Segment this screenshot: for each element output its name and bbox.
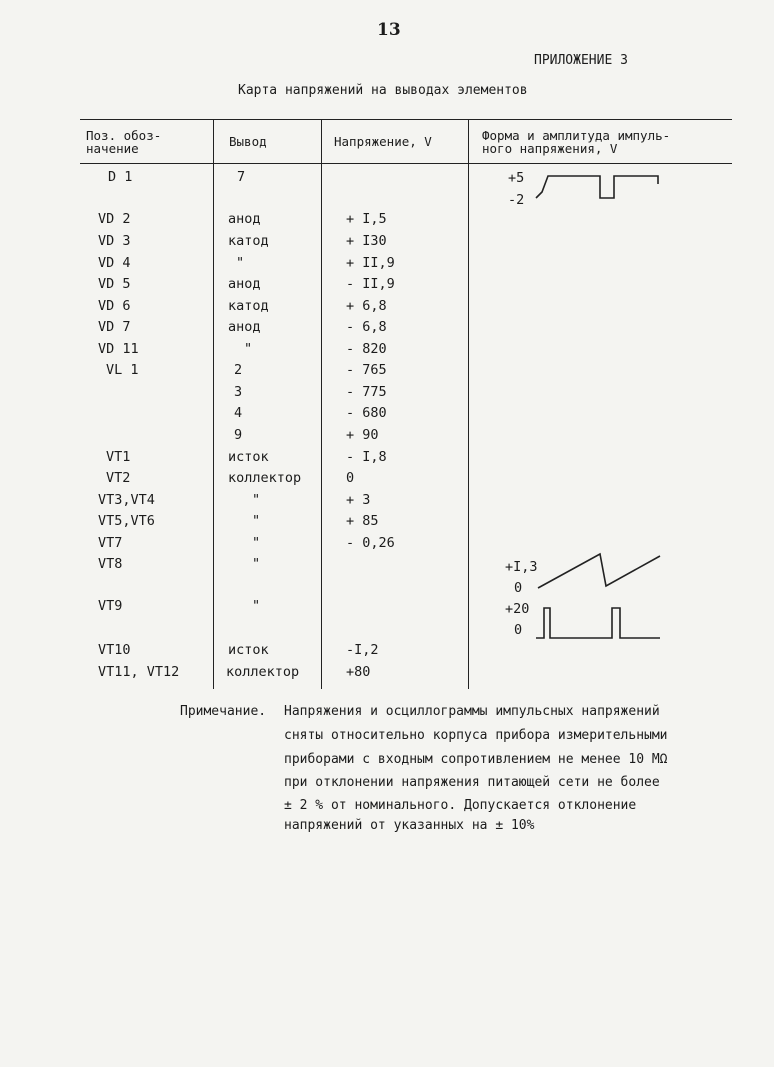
row-pin: " — [252, 556, 261, 572]
row-pin: " — [252, 492, 261, 508]
row-pin: " — [244, 341, 253, 357]
waveform-vt8-bottom-label: 0 — [514, 580, 523, 596]
row-position: VD 6 — [98, 298, 131, 314]
row-position: VT3,VT4 — [98, 492, 155, 508]
row-voltage: - 0,26 — [346, 535, 395, 551]
row-position: VT7 — [98, 535, 123, 551]
row-position: VT2 — [106, 470, 131, 486]
row-position: VD 11 — [98, 341, 139, 357]
row-position: VD 4 — [98, 255, 131, 271]
waveform-d1-square — [530, 172, 660, 212]
row-voltage: + 85 — [346, 513, 379, 529]
row-voltage: + I,5 — [346, 211, 387, 227]
note-line: при отклонении напряжения питающей сети не более — [284, 775, 660, 790]
row-voltage: - 820 — [346, 341, 387, 357]
row-pin: анод — [228, 211, 261, 227]
waveform-d1-top-label: +5 — [508, 170, 525, 186]
page-number: 13 — [377, 20, 401, 40]
note-label: Примечание. — [180, 704, 267, 719]
waveform-d1-bottom-label: -2 — [508, 192, 525, 208]
row-position: VT10 — [98, 642, 131, 658]
header-pin: Вывод — [229, 134, 267, 149]
waveform-vt9-bottom-label: 0 — [514, 622, 523, 638]
row-pin: коллектор — [228, 470, 302, 486]
row-voltage: + 6,8 — [346, 298, 387, 314]
row-pin: " — [252, 513, 261, 529]
note-line: напряжений от указанных на ± 10% — [284, 818, 535, 833]
row-voltage: -I,2 — [346, 642, 379, 658]
row-voltage: 0 — [346, 470, 355, 486]
row-position: VT5,VT6 — [98, 513, 155, 529]
row-pin: исток — [228, 642, 269, 658]
header-position: Поз. обоз- начение — [86, 128, 162, 156]
column-divider-2 — [321, 119, 322, 689]
row-pin: " — [252, 598, 261, 614]
row-voltage: + 90 — [346, 427, 379, 443]
row-pin: " — [252, 535, 261, 551]
row-position: VT11, VT12 — [98, 664, 180, 680]
row-voltage: - 680 — [346, 405, 387, 421]
column-divider-1 — [213, 119, 214, 689]
row-pin: анод — [228, 276, 261, 292]
row-pin: катод — [228, 233, 269, 249]
appendix-label: ПРИЛОЖЕНИЕ 3 — [534, 53, 628, 68]
row-position: VD 3 — [98, 233, 131, 249]
table-caption: Карта напряжений на выводах элементов — [238, 83, 528, 98]
row-voltage: - II,9 — [346, 276, 395, 292]
row-pin: 9 — [234, 427, 243, 443]
note-line: Напряжения и осциллограммы импульсных напряжений — [284, 704, 660, 719]
note-line: ± 2 % от номинального. Допускается отклонение — [284, 798, 637, 813]
row-voltage: - I,8 — [346, 449, 387, 465]
row-pin: 7 — [237, 169, 246, 185]
row-position: VL 1 — [106, 362, 139, 378]
row-position: D 1 — [108, 169, 133, 185]
row-position: VD 7 — [98, 319, 131, 335]
waveform-vt9-top-label: +20 — [505, 601, 530, 617]
row-voltage: + I30 — [346, 233, 387, 249]
row-voltage: - 765 — [346, 362, 387, 378]
waveform-vt8-top-label: +I,3 — [505, 559, 538, 575]
row-pin: коллектор — [226, 664, 300, 680]
note-line: сняты относительно корпуса прибора измерительными — [284, 728, 668, 743]
row-pin: анод — [228, 319, 261, 335]
row-voltage: - 775 — [346, 384, 387, 400]
row-pin: 4 — [234, 405, 243, 421]
row-pin: " — [236, 255, 245, 271]
row-position: VT9 — [98, 598, 123, 614]
waveform-vt8-sawtooth — [536, 552, 666, 597]
header-waveform: Форма и амплитуда импуль- ного напряжения, V — [482, 128, 671, 156]
waveform-vt9-pulse — [534, 604, 664, 644]
row-position: VD 2 — [98, 211, 131, 227]
column-divider-3 — [468, 119, 469, 689]
row-voltage: + 3 — [346, 492, 371, 508]
table-header-rule — [80, 163, 732, 164]
row-position: VT8 — [98, 556, 123, 572]
note-line: приборами с входным сопротивлением не менее 10 МΩ — [284, 752, 668, 767]
row-pin: катод — [228, 298, 269, 314]
row-pin: 3 — [234, 384, 243, 400]
row-voltage: - 6,8 — [346, 319, 387, 335]
row-voltage: +80 — [346, 664, 371, 680]
row-pin: исток — [228, 449, 269, 465]
table-top-rule — [80, 119, 732, 120]
header-voltage: Напряжение, V — [334, 134, 432, 149]
row-pin: 2 — [234, 362, 243, 378]
row-voltage: + II,9 — [346, 255, 395, 271]
row-position: VD 5 — [98, 276, 131, 292]
row-position: VT1 — [106, 449, 131, 465]
